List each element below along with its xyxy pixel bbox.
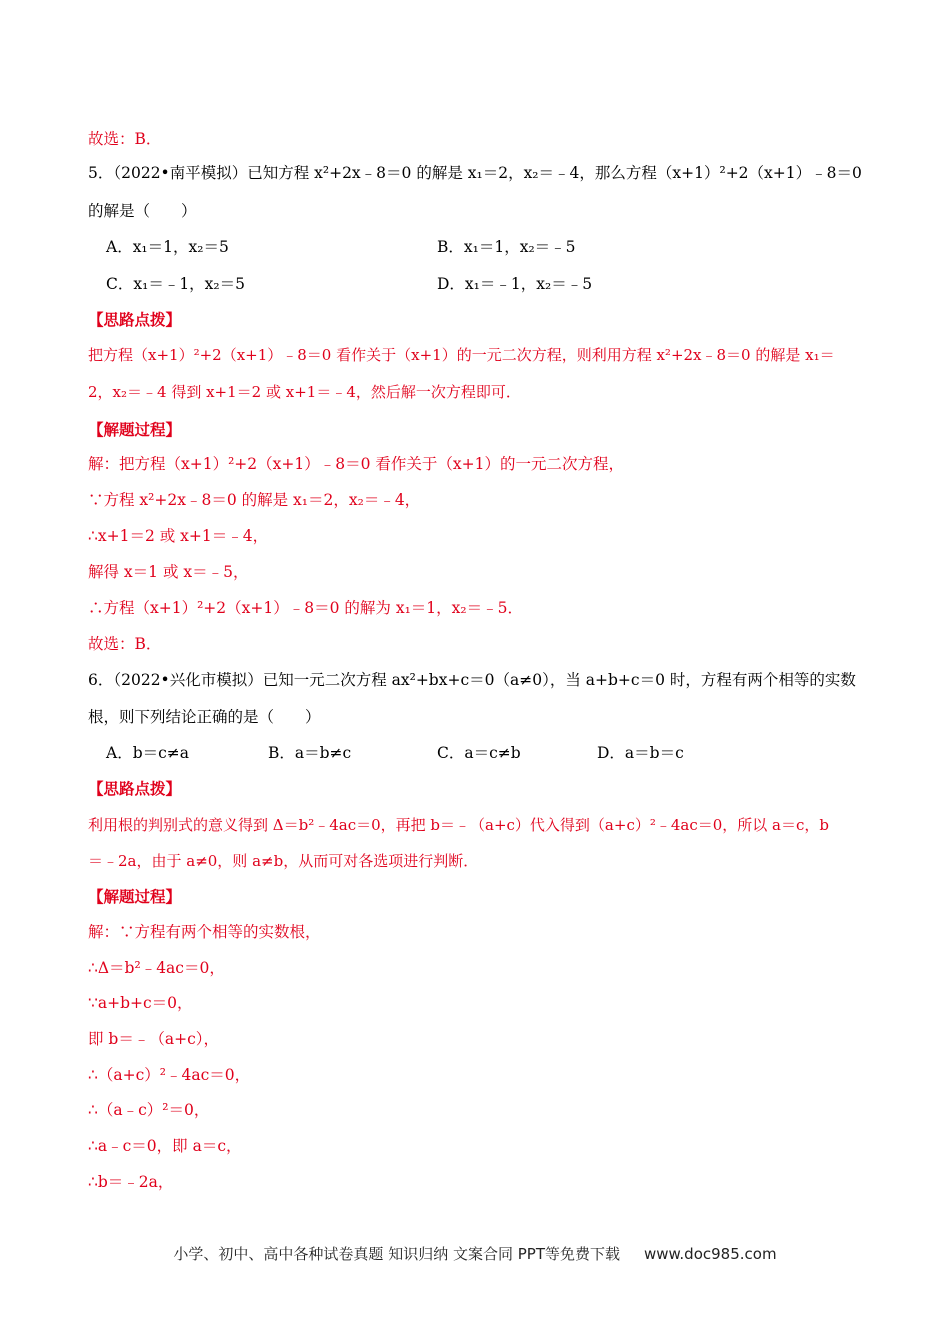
q6-hint-line2: ＝﹣2a，由于 a≠0，则 a≠b，从而可对各选项进行判断．: [88, 852, 479, 870]
footer-text: 小学、初中、高中各种试卷真题 知识归纳 文案合同 PPT等免费下载: [173, 1245, 620, 1263]
q6-option-a: A．b＝c≠a: [106, 744, 190, 762]
q6-solution-line: ∴a﹣c＝0，即 a＝c，: [88, 1137, 242, 1155]
q5-option-a: A．x₁＝1，x₂＝5: [106, 238, 229, 256]
q5-hint-line1: 把方程（x+1）²+2（x+1）﹣8＝0 看作关于（x+1）的一元二次方程，则利用方程 x²+2x﹣8＝0 的解是 x₁＝: [88, 346, 835, 364]
q5-option-d: D．x₁＝﹣1，x₂＝﹣5: [437, 275, 593, 293]
q5-hint-line2: 2，x₂＝﹣4 得到 x+1＝2 或 x+1＝﹣4，然后解一次方程即可．: [88, 383, 521, 401]
q6-stem-line2: 根，则下列结论正确的是（ ）: [88, 708, 321, 726]
footer-url-link[interactable]: www.doc985.com: [643, 1245, 777, 1263]
q6-solution-line: ∴（a﹣c）²＝0，: [88, 1101, 210, 1119]
q5-solution-line: ∵方程 x²+2x﹣8＝0 的解是 x₁＝2，x₂＝﹣4，: [88, 491, 421, 509]
q6-solution-line: ∵a+b+c＝0，: [88, 994, 193, 1012]
q6-hint-line1: 利用根的判别式的意义得到 Δ＝b²﹣4ac＝0，再把 b＝﹣（a+c）代入得到（a+c）²﹣4ac＝0，所以 a＝c，b: [88, 816, 830, 834]
q6-solution-line: ∴（a+c）²﹣4ac＝0，: [88, 1066, 251, 1084]
q6-solution-line: 即 b＝﹣（a+c），: [88, 1030, 220, 1048]
q5-stem-line2: 的解是（ ）: [88, 202, 197, 220]
q6-stem-line1: 6．（2022•兴化市模拟）已知一元二次方程 ax²+bx+c＝0（a≠0），当 a+b+c＝0 时，方程有两个相等的实数: [88, 671, 856, 689]
q5-hint-title: 【思路点拨】: [88, 310, 182, 329]
q5-solution-line: ∴x+1＝2 或 x+1＝﹣4，: [88, 527, 269, 545]
q6-solution-line: 解：∵方程有两个相等的实数根，: [88, 923, 321, 941]
q5-solution-line: 解得 x＝1 或 x＝﹣5，: [88, 563, 249, 581]
q5-solution-line: 解：把方程（x+1）²+2（x+1）﹣8＝0 看作关于（x+1）的一元二次方程，: [88, 455, 624, 473]
q6-option-b: B．a＝b≠c: [268, 744, 352, 762]
q5-solution-title: 【解题过程】: [88, 420, 182, 439]
q5-option-c: C．x₁＝﹣1，x₂＝5: [106, 275, 245, 293]
q6-solution-title: 【解题过程】: [88, 887, 182, 906]
q6-solution-line: ∴b＝﹣2a，: [88, 1173, 174, 1191]
q5-solution-line: ∴方程（x+1）²+2（x+1）﹣8＝0 的解为 x₁＝1，x₂＝﹣5．: [88, 599, 523, 617]
q6-option-d: D．a＝b＝c: [597, 744, 684, 762]
q5-option-b: B．x₁＝1，x₂＝﹣5: [437, 238, 576, 256]
page-footer: [0, 1243, 950, 1264]
q5-stem-line1: 5．（2022•南平模拟）已知方程 x²+2x﹣8＝0 的解是 x₁＝2，x₂＝﹣4，那么方程（x+1）²+2（x+1）﹣8＝0: [88, 164, 862, 182]
q5-solution-line: 故选：B．: [88, 635, 162, 653]
q6-hint-title: 【思路点拨】: [88, 779, 182, 798]
q6-solution-line: ∴Δ＝b²﹣4ac＝0，: [88, 959, 225, 977]
q6-option-c: C．a＝c≠b: [437, 744, 521, 762]
prev-answer: 故选：B．: [88, 130, 162, 148]
